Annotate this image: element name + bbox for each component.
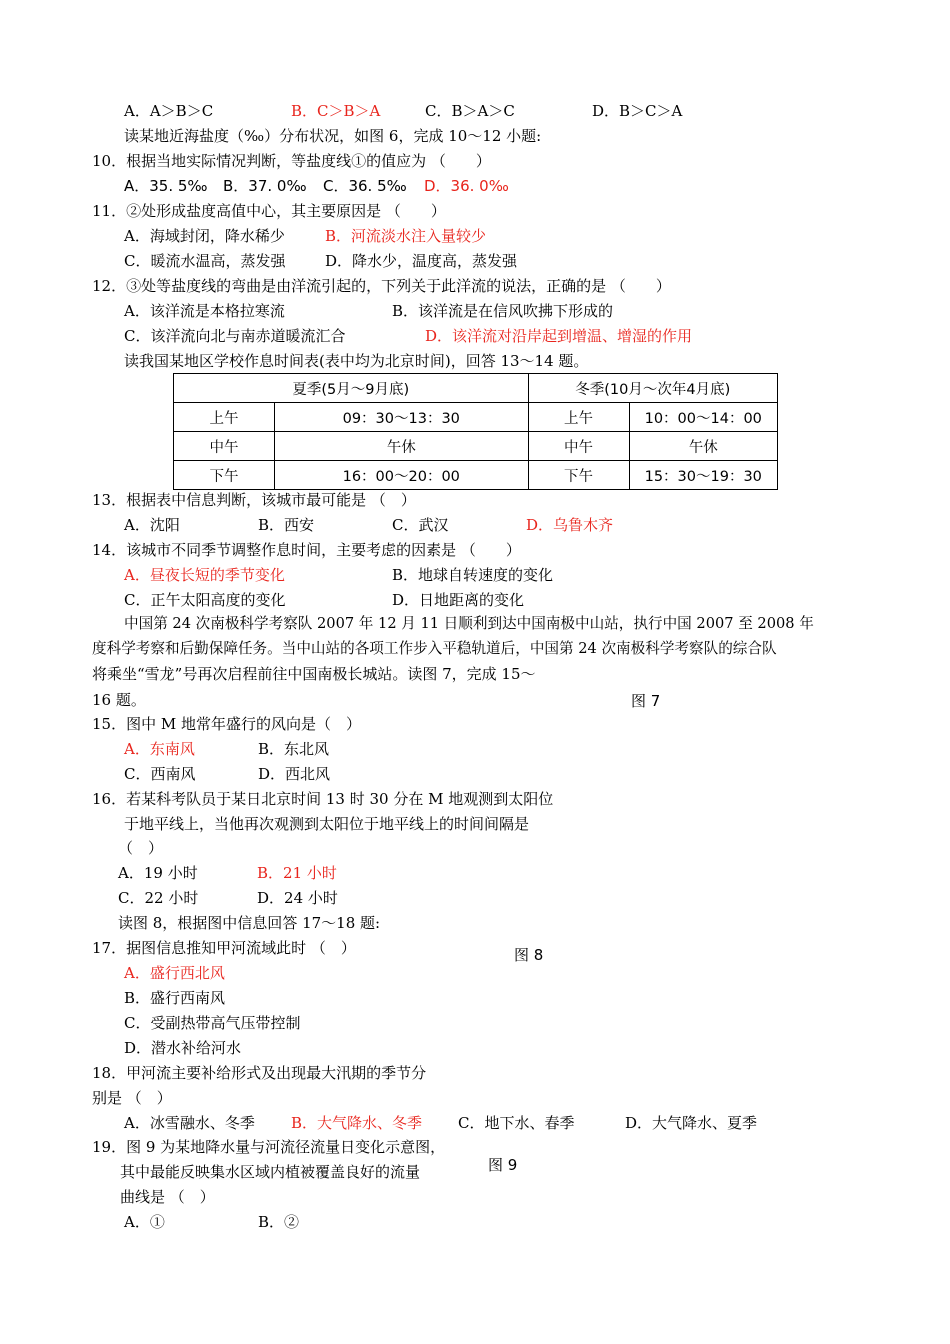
q15-option-d: D．西北风	[258, 765, 331, 783]
table-cell: 15：30～19：30	[629, 461, 778, 490]
table-cell: 午休	[275, 432, 529, 461]
q18-option-b: B．大气降水、冬季	[291, 1114, 423, 1132]
q18-stem-line1: 18．甲河流主要补给形式及出现最大汛期的季节分	[92, 1064, 427, 1082]
q9-option-b: B．C＞B＞A	[291, 102, 381, 120]
q13-option-d: D．乌鲁木齐	[526, 516, 614, 534]
q11-option-a: A．海域封闭，降水稀少	[124, 227, 285, 245]
q9-option-d: D．B＞C＞A	[592, 102, 683, 120]
table-cell: 16：00～20：00	[275, 461, 529, 490]
figure-9-caption: 图 9	[488, 1156, 518, 1174]
table-cell: 午休	[629, 432, 778, 461]
q15-option-a: A．东南风	[124, 740, 195, 758]
q17-option-c: C．受副热带高气压带控制	[124, 1014, 301, 1032]
winter-header: 冬季(10月～次年4月底)	[528, 374, 778, 403]
table-row	[174, 403, 778, 432]
table-cell: 下午	[174, 461, 275, 490]
q14-option-b: B．地球自转速度的变化	[392, 566, 554, 584]
intro-15-16-line4: 16 题。	[92, 691, 146, 709]
q13-stem: 13．根据表中信息判断，该城市最可能是 （ ）	[92, 491, 416, 509]
figure-7-caption: 图 7	[631, 692, 661, 710]
intro-15-16-line3: 将乘坐“雪龙”号再次启程前往中国南极长城站。读图 7，完成 15～	[92, 665, 536, 683]
q17-option-b: B．盛行西南风	[124, 989, 226, 1007]
q13-option-c: C．武汉	[392, 516, 449, 534]
q11-stem: 11．②处形成盐度高值中心，其主要原因是 （ ）	[92, 202, 446, 220]
q12-option-a: A．该洋流是本格拉寒流	[124, 302, 285, 320]
q18-option-c: C．地下水、春季	[458, 1114, 575, 1132]
intro-13-14: 读我国某地区学校作息时间表(表中均为北京时间)，回答 13～14 题。	[124, 352, 589, 370]
q15-option-c: C．西南风	[124, 765, 196, 783]
q19-stem-line1: 19．图 9 为某地降水量与河流径流量日变化示意图，	[92, 1138, 446, 1156]
summer-header: 夏季(5月～9月底)	[174, 374, 529, 403]
table-row	[174, 461, 778, 490]
q19-option-b: B．②	[258, 1213, 300, 1231]
figure-8-caption: 图 8	[514, 946, 544, 964]
table-cell: 中午	[174, 432, 275, 461]
q16-stem-line1: 16．若某科考队员于某日北京时间 13 时 30 分在 M 地观测到太阳位	[92, 790, 554, 808]
q17-option-d: D．潜水补给河水	[124, 1039, 242, 1057]
q16-option-d: D．24 小时	[257, 889, 338, 907]
table-cell: 09：30～13：30	[275, 403, 529, 432]
q16-option-a: A．19 小时	[118, 864, 198, 882]
q10-option-d: D．36. 0‰	[424, 177, 509, 195]
q10-option-b: B．37. 0‰	[223, 177, 307, 195]
table-cell: 下午	[528, 461, 629, 490]
q17-option-a: A．盛行西北风	[124, 964, 225, 982]
q10-option-c: C．36. 5‰	[323, 177, 407, 195]
q18-stem-line2: 别是 （ ）	[92, 1089, 172, 1107]
q14-option-d: D．日地距离的变化	[392, 591, 525, 609]
q13-option-a: A．沈阳	[124, 516, 180, 534]
q16-stem-line2: 于地平线上，当他再次观测到太阳位于地平线上的时间间隔是	[124, 815, 530, 833]
q19-stem-line3: 曲线是 （ ）	[120, 1188, 215, 1206]
q9-option-a: A．A＞B＞C	[124, 102, 214, 120]
q11-option-d: D．降水少，温度高，蒸发强	[325, 252, 518, 270]
table-cell: 10：00～14：00	[629, 403, 778, 432]
q16-option-b: B．21 小时	[257, 864, 337, 882]
q14-option-a: A．昼夜长短的季节变化	[124, 566, 285, 584]
table-header-row	[174, 374, 778, 403]
q15-stem: 15．图中 M 地常年盛行的风向是（ ）	[92, 715, 361, 733]
q19-stem-line2: 其中最能反映集水区域内植被覆盖良好的流量	[120, 1163, 421, 1181]
q19-option-a: A．①	[124, 1213, 165, 1231]
q14-stem: 14．该城市不同季节调整作息时间，主要考虑的因素是 （ ）	[92, 541, 521, 559]
table-cell: 上午	[174, 403, 275, 432]
q11-option-b: B．河流淡水注入量较少	[325, 227, 487, 245]
q18-option-d: D．大气降水、夏季	[625, 1114, 758, 1132]
intro-15-16-line2: 度科学考察和后勤保障任务。当中山站的各项工作步入平稳轨道后，中国第 24 次南极科学考察队的综合队	[92, 640, 777, 657]
q18-option-a: A．冰雪融水、冬季	[124, 1114, 255, 1132]
table-cell: 上午	[528, 403, 629, 432]
intro-15-16-line1: 中国第 24 次南极科学考察队 2007 年 12 月 11 日顺利到达中国南极中山站，执行中国 2007 至 2008 年	[124, 615, 814, 632]
q16-option-c: C．22 小时	[118, 889, 199, 907]
q15-option-b: B．东北风	[258, 740, 330, 758]
table-row	[174, 432, 778, 461]
q12-option-b: B．该洋流是在信风吹拂下形成的	[392, 302, 614, 320]
q12-stem: 12．③处等盐度线的弯曲是由洋流引起的，下列关于此洋流的说法，正确的是 （ ）	[92, 277, 671, 295]
q13-option-b: B．西安	[258, 516, 315, 534]
intro-10-12: 读某地近海盐度（‰）分布状况，如图 6，完成 10～12 小题:	[124, 127, 542, 145]
q16-stem-line3: （ ）	[118, 839, 164, 857]
table-cell: 中午	[528, 432, 629, 461]
q9-option-c: C．B＞A＞C	[425, 102, 515, 120]
q10-stem: 10．根据当地实际情况判断，等盐度线①的值应为 （ ）	[92, 152, 491, 170]
q17-stem: 17．据图信息推知甲河流域此时 （ ）	[92, 939, 356, 957]
q12-option-c: C．该洋流向北与南赤道暖流汇合	[124, 327, 346, 345]
q11-option-c: C．暖流水温高，蒸发强	[124, 252, 286, 270]
schedule-table	[173, 373, 778, 490]
q12-option-d: D．该洋流对沿岸起到增温、增湿的作用	[425, 327, 693, 345]
q10-option-a: A．35. 5‰	[124, 177, 208, 195]
intro-17-18: 读图 8，根据图中信息回答 17～18 题:	[118, 914, 381, 932]
q14-option-c: C．正午太阳高度的变化	[124, 591, 286, 609]
